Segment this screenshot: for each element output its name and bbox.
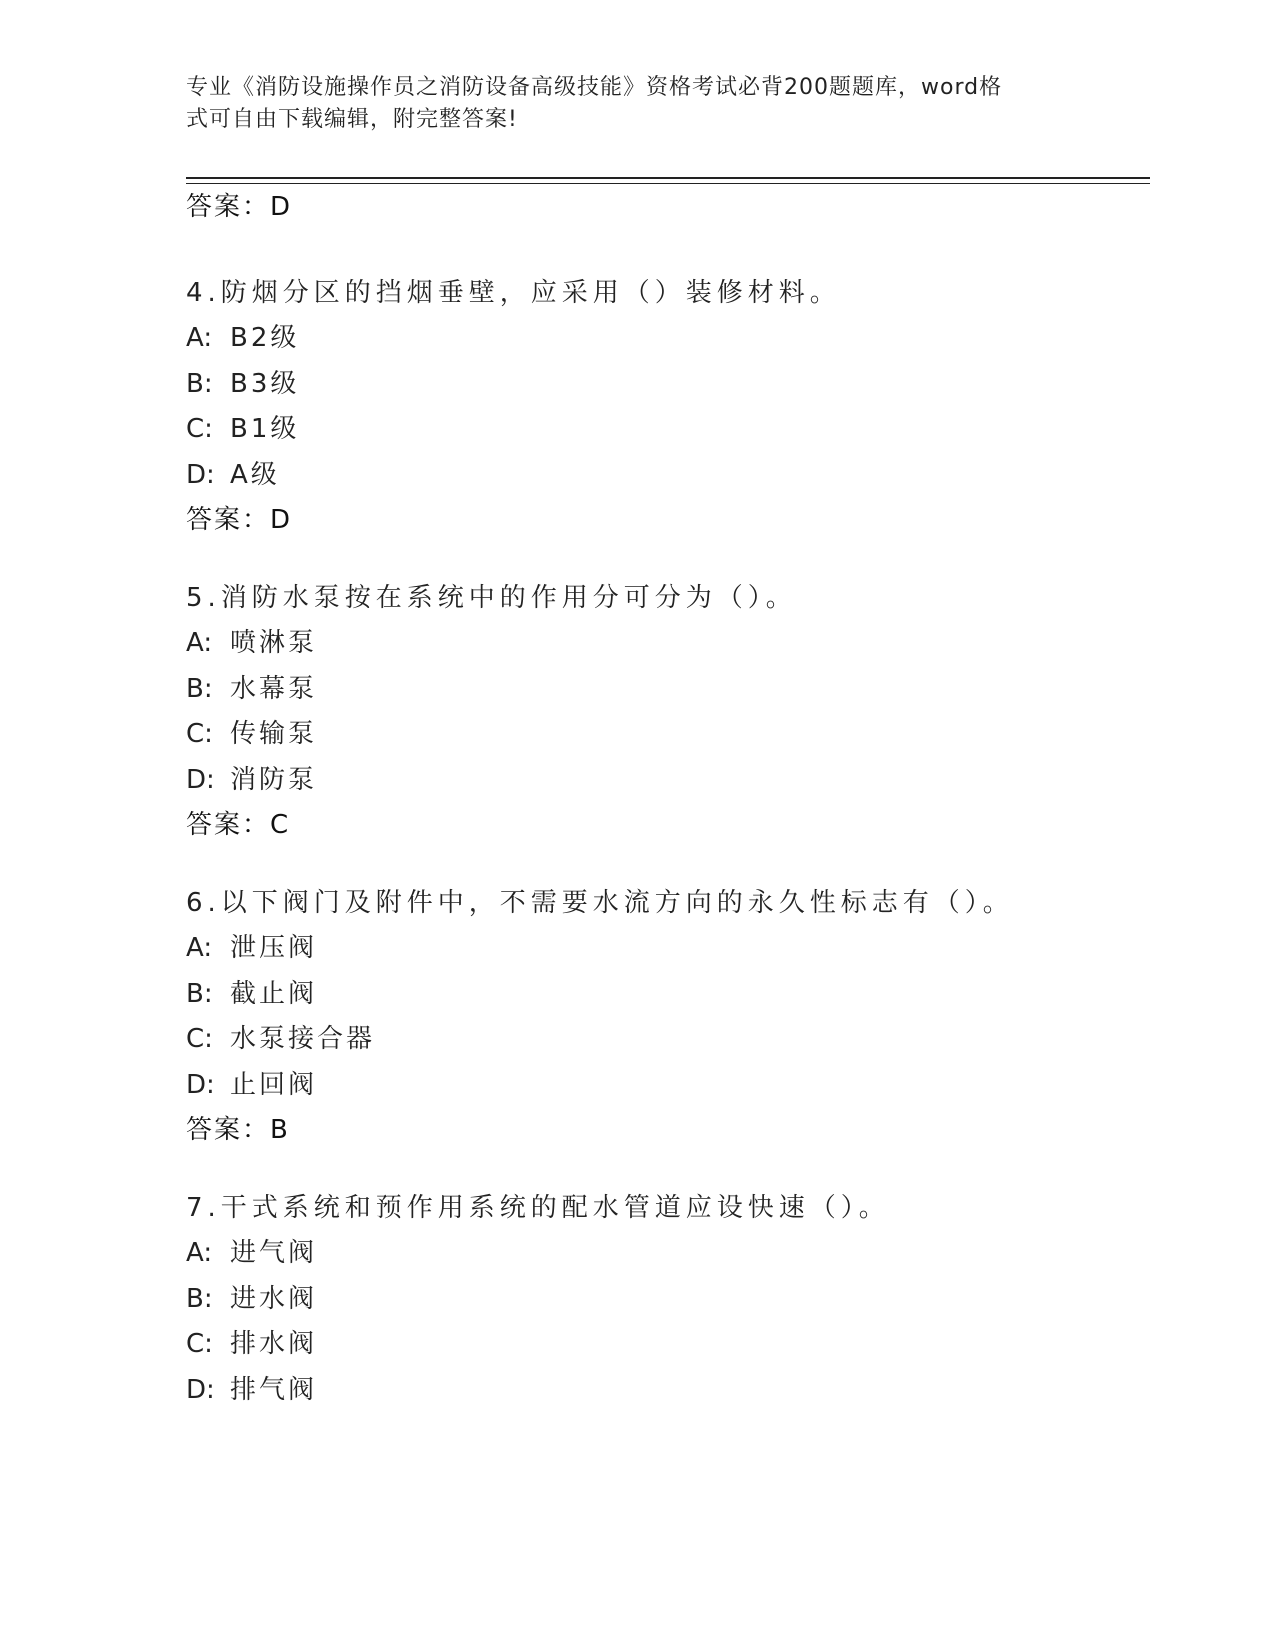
option-text: 进水阀 xyxy=(230,1283,318,1314)
option-key: D: xyxy=(186,764,215,795)
question-title: 6.以下阀门及附件中，不需要水流方向的永久性标志有（）。 xyxy=(186,888,1014,918)
header-line-1: 专业《消防设施操作员之消防设备高级技能》资格考试必背200题题库，word格 xyxy=(186,75,1003,100)
option-key: D: xyxy=(186,1069,215,1100)
header-divider-thin xyxy=(186,183,1150,184)
option-text: 排气阀 xyxy=(230,1374,318,1405)
option-key: C: xyxy=(186,719,213,749)
option-c xyxy=(186,1022,1146,1068)
question-block xyxy=(186,886,1146,1158)
question-answer: 答案：B xyxy=(186,1115,290,1145)
option-key: B: xyxy=(186,368,213,399)
option-d xyxy=(186,763,1146,809)
option-text: A级 xyxy=(230,459,280,490)
option-key: A: xyxy=(186,1238,213,1268)
option-text: 水泵接合器 xyxy=(230,1024,376,1054)
option-text: 传输泵 xyxy=(230,719,318,749)
question-title: 7.干式系统和预作用系统的配水管道应设快速（）。 xyxy=(186,1193,890,1223)
option-text: B2级 xyxy=(230,323,300,353)
option-key: C: xyxy=(186,1024,213,1054)
option-a xyxy=(186,1236,1146,1282)
question-block xyxy=(186,276,1146,548)
option-a xyxy=(186,321,1146,367)
question-title: 4.防烟分区的挡烟垂壁，应采用（）装修材料。 xyxy=(186,278,841,308)
option-key: C: xyxy=(186,1329,213,1359)
option-text: 进气阀 xyxy=(230,1238,318,1268)
option-b xyxy=(186,367,1146,413)
option-text: 止回阀 xyxy=(230,1069,318,1100)
option-key: C: xyxy=(186,414,213,444)
option-key: A: xyxy=(186,628,213,658)
option-key: A: xyxy=(186,323,213,353)
option-text: 泄压阀 xyxy=(230,933,318,963)
option-key: B: xyxy=(186,1283,213,1314)
option-text: B3级 xyxy=(230,368,300,399)
option-d xyxy=(186,1373,1146,1419)
document-header xyxy=(186,72,1066,136)
question-block xyxy=(186,1191,1146,1418)
previous-answer: 答案：D xyxy=(186,192,293,222)
option-key: B: xyxy=(186,978,213,1009)
option-a xyxy=(186,626,1146,672)
option-d xyxy=(186,458,1146,504)
question-answer: 答案：D xyxy=(186,505,293,535)
option-key: D: xyxy=(186,1374,215,1405)
option-c xyxy=(186,717,1146,763)
option-text: B1级 xyxy=(230,414,300,444)
option-d xyxy=(186,1068,1146,1114)
question-answer: 答案：C xyxy=(186,810,291,840)
question-block xyxy=(186,581,1146,853)
option-text: 截止阀 xyxy=(230,978,318,1009)
question-title: 5.消防水泵按在系统中的作用分可分为（）。 xyxy=(186,583,797,613)
option-b xyxy=(186,672,1146,718)
option-a xyxy=(186,931,1146,977)
option-key: B: xyxy=(186,673,213,704)
option-key: D: xyxy=(186,459,215,490)
option-c xyxy=(186,412,1146,458)
option-key: A: xyxy=(186,933,213,963)
option-b xyxy=(186,977,1146,1023)
option-text: 排水阀 xyxy=(230,1329,318,1359)
header-divider-thick xyxy=(186,177,1150,179)
option-text: 消防泵 xyxy=(230,764,318,795)
option-text: 喷淋泵 xyxy=(230,628,318,658)
header-line-2: 式可自由下载编辑，附完整答案! xyxy=(186,107,518,132)
option-c xyxy=(186,1327,1146,1373)
option-b xyxy=(186,1282,1146,1328)
option-text: 水幕泵 xyxy=(230,673,318,704)
